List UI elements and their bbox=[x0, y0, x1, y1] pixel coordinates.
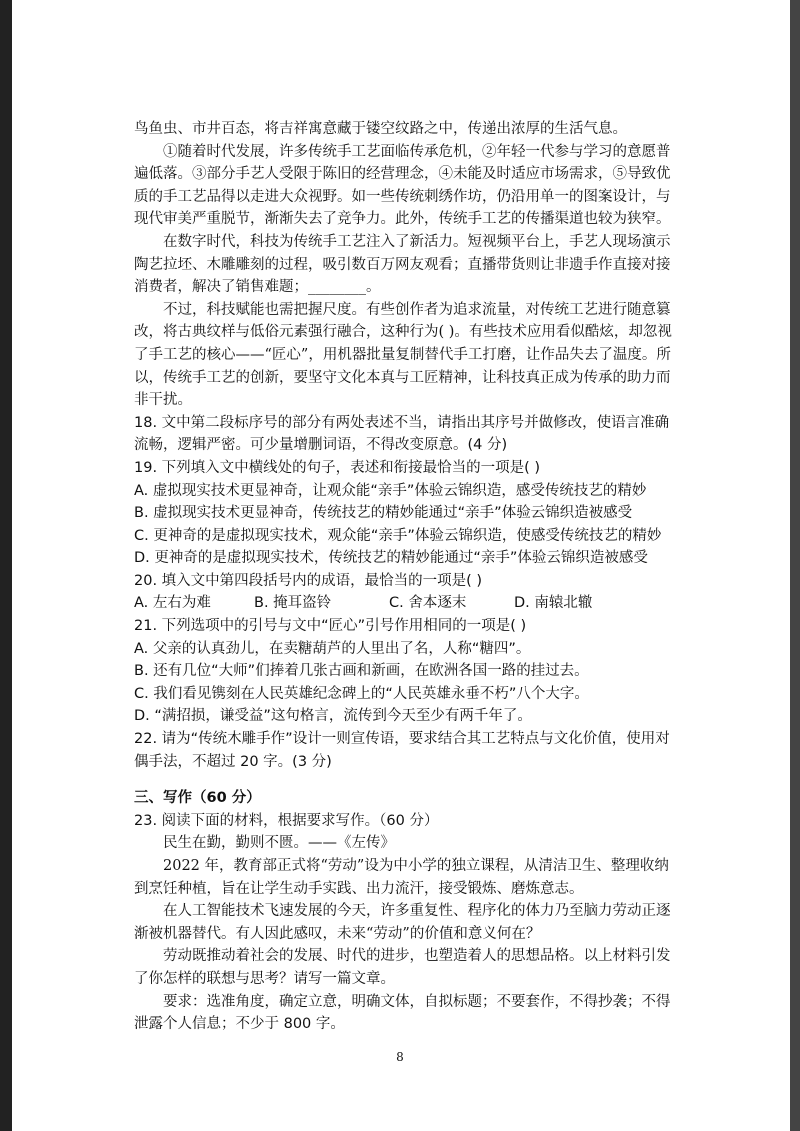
question-19-option-a: A. 虚拟现实技术更显神奇，让观众能“亲手”体验云锦织造，感受传统技艺的精妙 bbox=[134, 482, 647, 499]
question-18: 18. 文中第二段标序号的部分有两处表述不当，请指出其序号并做修改，使语言准确流畅，逻辑严密。可少量增删词语，不得改变原意。(4 分) bbox=[134, 414, 670, 454]
question-19-stem: 19. 下列填入文中横线处的句子，表述和衔接最恰当的一项是( ) bbox=[134, 459, 541, 476]
question-20-stem: 20. 填入文中第四段括号内的成语，最恰当的一项是( ) bbox=[134, 572, 483, 589]
passage-line-1: 鸟鱼虫、市井百态，将吉祥寓意藏于镂空纹路之中，传递出浓厚的生活气息。 bbox=[134, 121, 627, 137]
writing-requirements: 要求：选准角度，确定立意，明确文体，自拟标题；不要套作，不得抄袭；不得泄露个人信息；不少于 800 字。 bbox=[134, 993, 671, 1033]
question-20-option-c: C. 舍本逐末 bbox=[389, 595, 467, 612]
question-22: 22. 请为“传统木雕手作”设计一则宣传语，要求结合其工艺特点与文化价值，使用对偶手法，不超过 20 字。(3 分) bbox=[134, 731, 670, 770]
exam-page-content bbox=[134, 118, 674, 1036]
question-block bbox=[134, 412, 674, 833]
writing-material-3: 劳动既推动着社会的发展、时代的进步，也塑造着人的思想品格。以上材料引发了你怎样的联想与思考？请写一篇文章。 bbox=[134, 948, 671, 987]
writing-material-1: 2022 年，教育部正式将“劳动”设为中小学的独立课程，从清洁卫生、整理收纳到烹饪种植，旨在让学生动手实践、出力流汗，接受锻炼、磨炼意志。 bbox=[134, 858, 669, 897]
question-21-option-c: C. 我们看见镌刻在人民英雄纪念碑上的“人民英雄永垂不朽”八个大字。 bbox=[134, 685, 589, 702]
question-19-option-b: B. 虚拟现实技术更显神奇，传统技艺的精妙能通过“亲手”体验云锦织造被感受 bbox=[134, 505, 633, 522]
question-23-stem: 23. 阅读下面的材料，根据要求写作。（60 分） bbox=[134, 812, 439, 829]
writing-quote: 民生在勤，勤则不匮。——《左传》 bbox=[163, 835, 395, 852]
question-21-option-d: D. “满招损，谦受益”这句格言，流传到今天至少有两千年了。 bbox=[134, 708, 532, 725]
passage-paragraph-4: 不过，科技赋能也需把握尺度。有些创作者为追求流量，对传统工艺进行随意篡改，将古典纹样与低俗元素强行融合，这种行为( )。有些技术应用看似酷炫，却忽视了手工艺的核心——“匠心”，用机器批量复制替代手工打磨，让作品失去了温度。所以，传统手工艺的创新，要坚守文化本真与工匠精神，让科技真正成为传承的助力而非干扰。 bbox=[134, 301, 672, 409]
passage-paragraph-3: 在数字时代，科技为传统手工艺注入了新活力。短视频平台上，手艺人现场演示陶艺拉坯、木雕雕刻的过程，吸引数百万网友观看；直播带货则让非遗手作直接对接消费者，解决了销售难题；________。 bbox=[134, 233, 671, 296]
question-20-options bbox=[134, 592, 674, 615]
section-title-writing: 三、写作（60 分） bbox=[134, 790, 261, 807]
passage-paragraph-2: ①随着时代发展，许多传统手工艺面临传承危机，②年轻一代参与学习的意愿普遍低落。③部分手艺人受限于陈旧的经营理念，④未能及时适应市场需求，⑤导致优质的手工艺品得以走进大众视野。如一些传统刺绣作坊，仍沿用单一的图案设计，与现代审美严重脱节，渐渐失去了竞争力。此外，传统手工艺的传播渠道也较为狭窄。 bbox=[134, 143, 671, 228]
scan-edge-right bbox=[790, 0, 800, 1131]
question-20-option-b: B. 掩耳盗铃 bbox=[254, 595, 332, 612]
question-19-option-d: D. 更神奇的是虚拟现实技术，传统技艺的精妙能通过“亲手”体验云锦织造被感受 bbox=[134, 550, 648, 567]
page-number: 8 bbox=[396, 1050, 404, 1064]
question-21-option-a: A. 父亲的认真劲儿，在卖糖葫芦的人里出了名，人称“糖四”。 bbox=[134, 640, 531, 657]
question-19-option-c: C. 更神奇的是虚拟现实技术，观众能“亲手”体验云锦织造，使感受传统技艺的精妙 bbox=[134, 527, 662, 544]
writing-material-2: 在人工智能技术飞速发展的今天，许多重复性、程序化的体力乃至脑力劳动正逐渐被机器替代。有人因此感叹，未来“劳动”的价值和意义何在？ bbox=[134, 903, 671, 942]
question-21-stem: 21. 下列选项中的引号与文中“匠心”引号作用相同的一项是( ) bbox=[134, 618, 527, 635]
question-20-option-a: A. 左右为难 bbox=[134, 595, 211, 612]
question-21-option-b: B. 还有几位“大师”们捧着几张古画和新画，在欧洲各国一路的挂过去。 bbox=[134, 663, 589, 680]
scan-edge-left bbox=[0, 0, 12, 1131]
question-20-option-d: D. 南辕北辙 bbox=[514, 595, 593, 612]
